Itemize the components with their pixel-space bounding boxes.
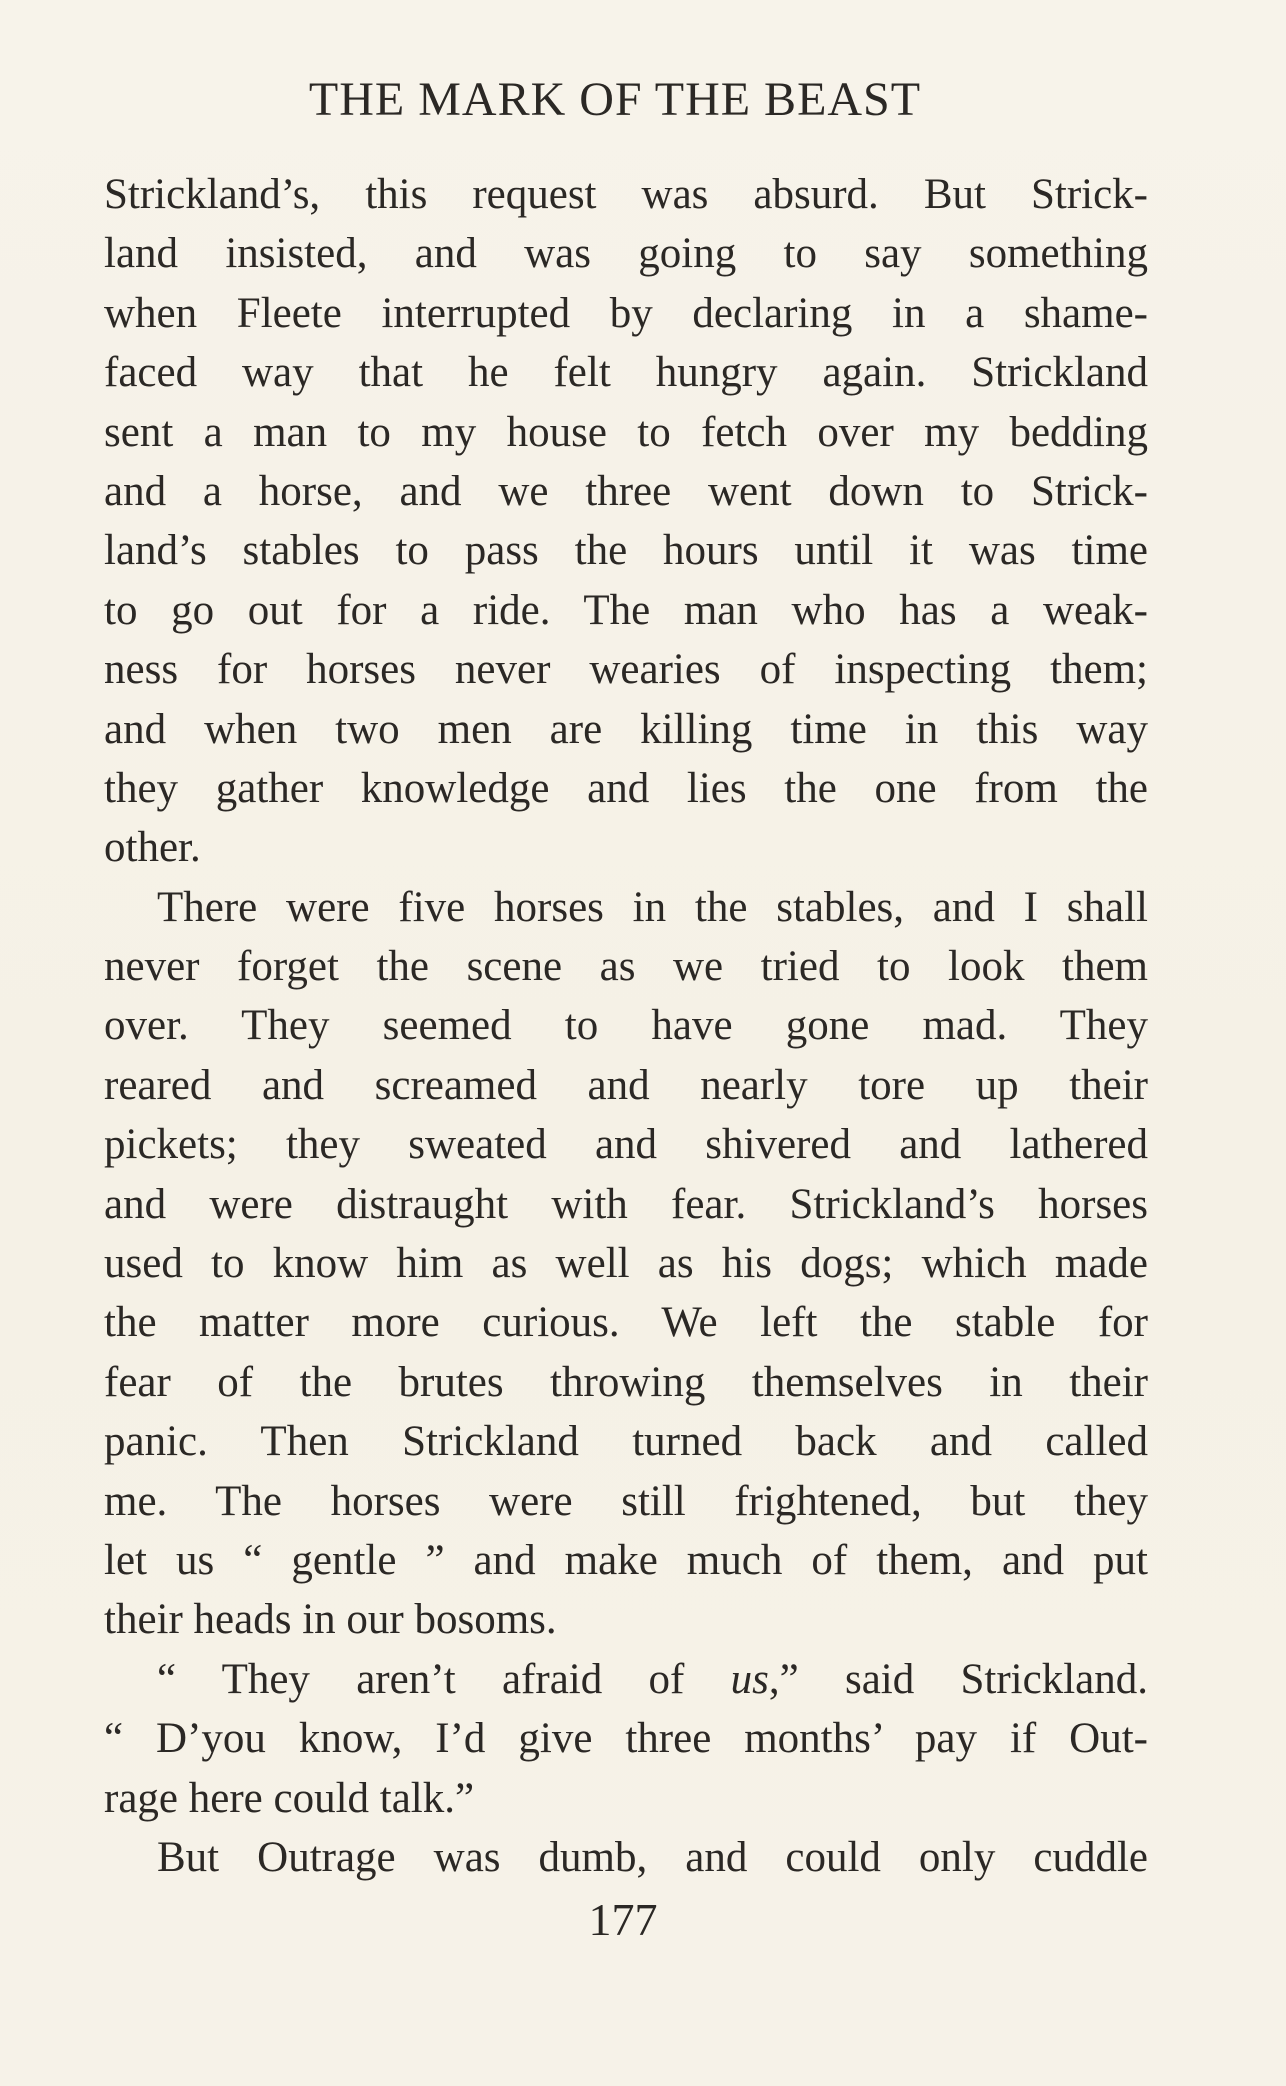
running-head: THE MARK OF THE BEAST [308, 73, 922, 126]
text-line: “ D’you know, I’d give three months’ pay if Out- [104, 1715, 1148, 1763]
paragraph-first-line: But Outrage was dumb, and could only cuddle [157, 1833, 1148, 1881]
text-line: they gather knowledge and lies the one from the [104, 764, 1148, 812]
paragraph-first-line: There were five horses in the stables, and I shall [157, 883, 1148, 931]
text-line: their heads in our bosoms. [104, 1596, 557, 1644]
page-number: 177 [588, 1894, 658, 1945]
dialogue-line [104, 1650, 1148, 1709]
text-line: other. [104, 824, 201, 872]
text-line: fear of the brutes throwing themselves in their [104, 1358, 1148, 1406]
dialogue-tail: ,” said Strickland. [768, 1655, 1148, 1703]
text-line: and were distraught with fear. Strickland’s horses [104, 1180, 1148, 1228]
text-line: sent a man to my house to fetch over my bedding [104, 408, 1148, 456]
text-line: and a horse, and we three went down to Strick- [104, 467, 1148, 515]
text-line: let us “ gentle ” and make much of them, and put [104, 1536, 1148, 1584]
text-line: used to know him as well as his dogs; which made [104, 1240, 1148, 1288]
text-line: pickets; they sweated and shivered and lathered [104, 1121, 1148, 1169]
text-line: and when two men are killing time in this way [104, 705, 1148, 753]
text-line: land insisted, and was going to say something [104, 230, 1148, 278]
text-line: panic. Then Strickland turned back and called [104, 1418, 1148, 1466]
text-line: reared and screamed and nearly tore up their [104, 1061, 1148, 1109]
text-line: faced way that he felt hungry again. Strickland [104, 349, 1148, 397]
text-line: Strickland’s, this request was absurd. But Strick- [104, 171, 1148, 218]
text-line: never forget the scene as we tried to look them [104, 943, 1148, 991]
text-line: ness for horses never wearies of inspecting them; [104, 646, 1148, 694]
dialogue-lead: “ They aren’t afraid of [157, 1655, 731, 1703]
text-line: rage here could talk.” [104, 1774, 475, 1822]
text-line: land’s stables to pass the hours until it was time [104, 527, 1148, 575]
text-line: me. The horses were still frightened, but they [104, 1477, 1148, 1525]
emphasis-us: us [730, 1655, 769, 1703]
body-text [104, 165, 1148, 1887]
text-line: to go out for a ride. The man who has a weak- [104, 586, 1148, 634]
text-line: when Fleete interrupted by declaring in a shame- [104, 289, 1148, 337]
text-line: the matter more curious. We left the stable for [104, 1299, 1148, 1347]
text-line: over. They seemed to have gone mad. They [104, 1002, 1148, 1050]
